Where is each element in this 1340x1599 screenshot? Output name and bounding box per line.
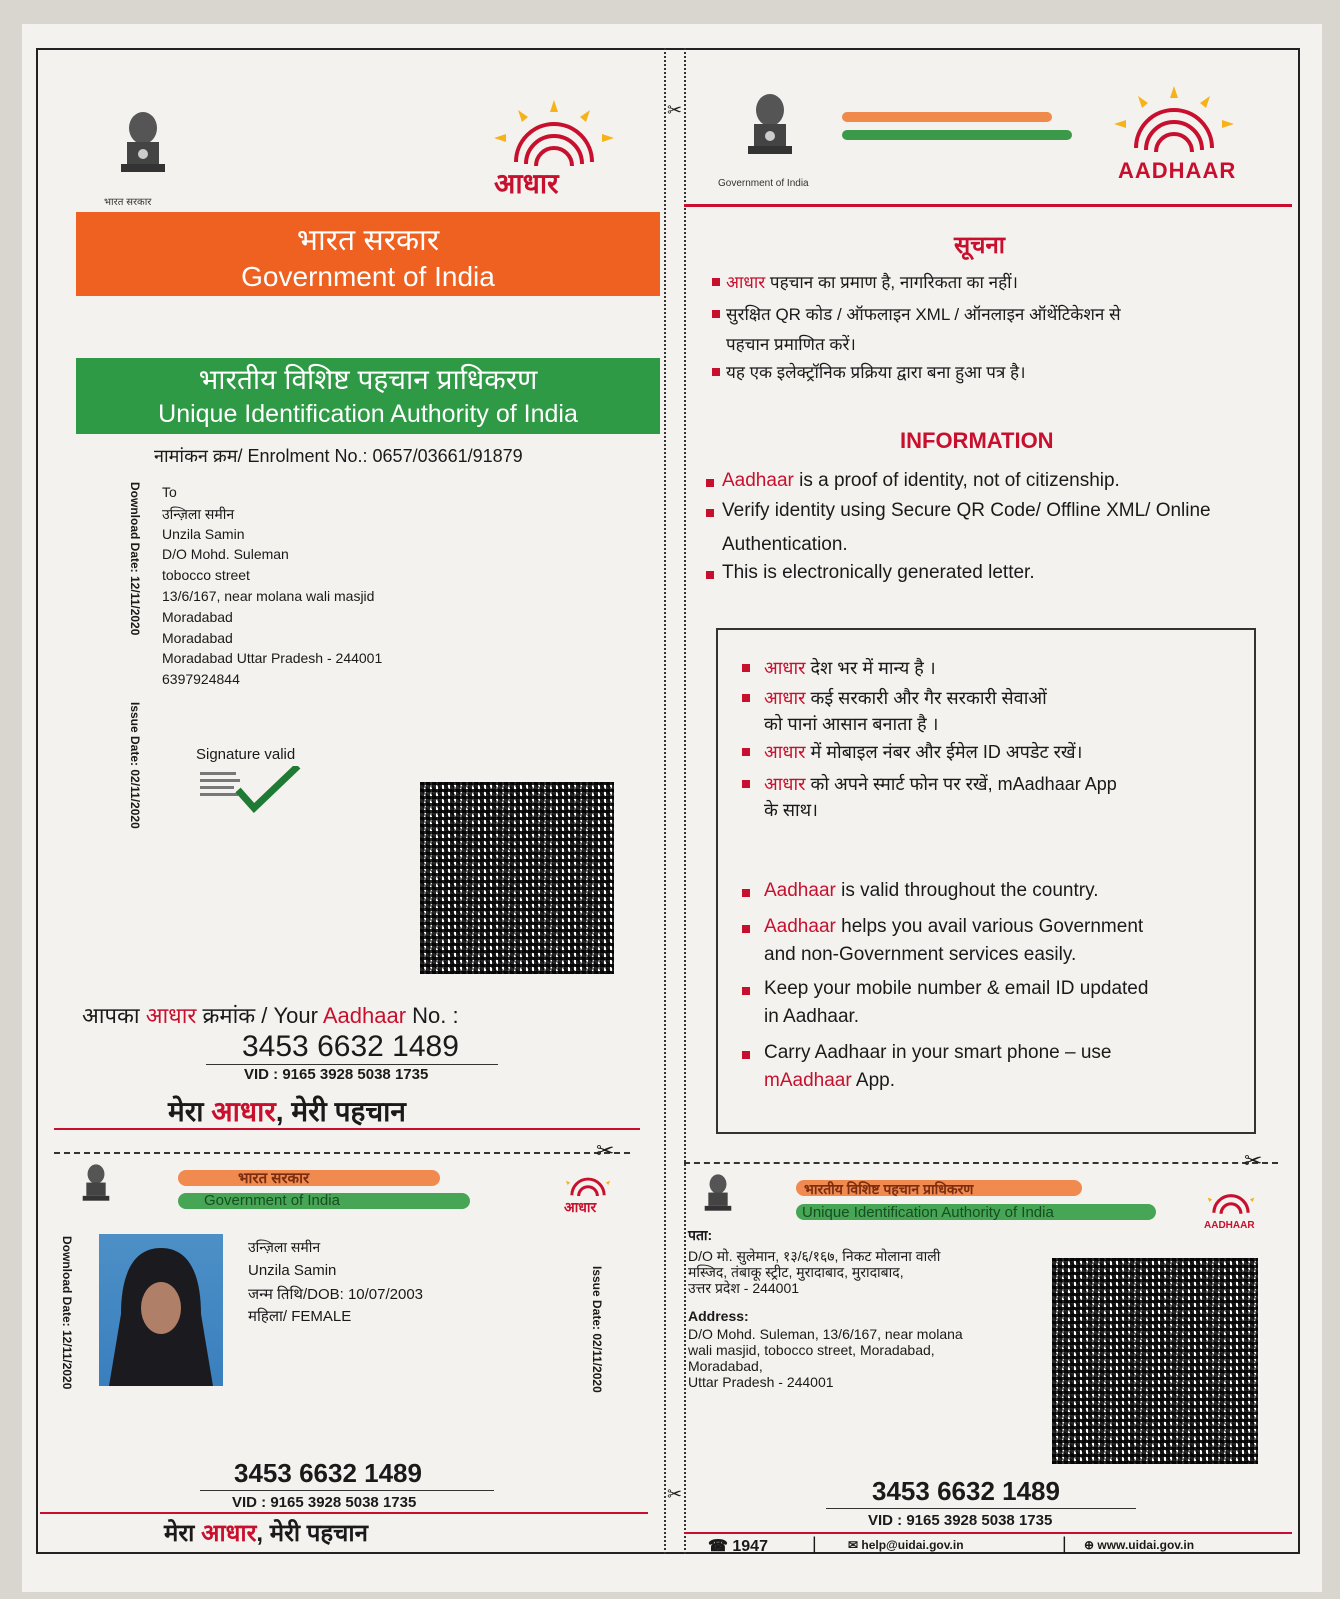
emblem-icon [78,1162,114,1214]
highlight-text: आधार [764,774,806,794]
tricolor-stripe [842,130,1072,140]
emblem-icon [700,1172,736,1224]
point-text: आधार देश भर में मान्य है । [764,658,936,678]
card-name-english: Unzila Samin [248,1262,337,1279]
tagline [168,1092,406,1130]
point-text: पहचान प्रमाणित करें। [726,335,856,354]
address-line: D/O Mohd. Suleman, 13/6/167, near molana [688,1326,963,1342]
card-aadhaar-number: 3453 6632 1489 [234,1458,422,1488]
enrolment-number: नामांकन क्रम/ Enrolment No.: 0657/03661/91879 [154,446,523,466]
footer-phone [708,1536,768,1556]
government-title-hindi: भारत सरकार [296,224,440,257]
tagline-part: , मेरी पहचान [256,1520,368,1547]
tagline-part: मेरा [164,1520,202,1547]
point-text: आधार पहचान का प्रमाण है, नागरिकता का नहीं। [726,273,1018,292]
scissors-icon: ✂ [667,100,683,120]
bullet-icon [742,889,750,897]
point-text: and non-Government services easily. [764,944,1077,965]
address-line-hindi: उत्तर प्रदेश - 244001 [688,1280,800,1296]
card-government-english: Government of India [204,1192,340,1209]
address-line: Unzila Samin [162,525,245,542]
highlight-text: Aadhaar [764,916,836,937]
point-text: सुरक्षित QR कोड / ऑफलाइन XML / ऑनलाइन ऑथेंटिकेशन से [726,305,1121,324]
point-text: Aadhaar is a proof of identity, not of citizenship. [722,470,1120,491]
aadhaar-logo-text: AADHAAR [1118,158,1237,183]
person-icon [99,1234,223,1386]
point-text: आधार कई सरकारी और गैर सरकारी सेवाओं [764,688,1047,708]
card-back-aadhaar-number: 3453 6632 1489 [872,1476,1060,1506]
card-address-label-hindi: पता: [688,1227,713,1243]
footer-email [848,1538,964,1552]
mail-icon: ✉ [848,1538,862,1552]
point-text: यह एक इलेक्ट्रॉनिक प्रक्रिया द्वारा बना हुआ पत्र है। [726,363,1026,382]
card-uidai-hindi: भारतीय विशिष्ट पहचान प्राधिकरण [804,1181,974,1197]
point-text: mAadhaar App. [764,1070,895,1091]
card-back-vid-number: VID : 9165 3928 5038 1735 [868,1512,1053,1529]
bullet-icon [742,694,750,702]
uidai-band [76,358,660,434]
address-line: Moradabad [162,629,233,646]
email-address: help@uidai.gov.in [861,1538,964,1552]
highlight-text: आधार [726,273,766,292]
bullet-icon [742,664,750,672]
emblem-icon [115,108,171,194]
footer-website [1084,1538,1194,1552]
footer-separator: | [812,1534,817,1554]
tagline-part: मेरा [168,1096,212,1127]
bullet-icon [712,368,720,376]
label-part: Aadhaar [322,1003,407,1028]
aadhaar-logo-icon [556,1168,620,1202]
fold-line [664,48,686,1554]
highlight-text: आधार [764,688,806,708]
phone-number: 1947 [732,1538,768,1555]
card-issue-date: Issue Date: 02/11/2020 [590,1266,604,1393]
label-part: आधार [145,1003,197,1028]
tagline-part: , मेरी पहचान [275,1096,406,1127]
globe-icon: ⊕ [1084,1538,1098,1552]
aadhaar-logo-icon [1196,1184,1266,1220]
footer-separator: | [1062,1534,1067,1554]
address-line-hindi: D/O मो. सुलेमान, १३/६/१६७, निकट मोलाना वाली [688,1248,941,1264]
card-vid-number: VID : 9165 3928 5038 1735 [232,1494,417,1511]
information-title: INFORMATION [900,428,1054,453]
notice-title-hindi: सूचना [954,232,1005,259]
scissors-icon: ✂ [1244,1148,1263,1173]
bullet-icon [706,571,714,579]
qr-code [420,782,614,974]
card-qr-code [1052,1258,1258,1464]
address-line: Uttar Pradesh - 244001 [688,1374,834,1390]
bullet-icon [742,748,750,756]
phone-icon: ☎ [708,1538,733,1555]
scissors-icon: ✂ [596,1138,615,1163]
cut-line [54,1152,630,1154]
divider [826,1508,1136,1509]
point-text: in Aadhaar. [764,1006,860,1027]
scissors-icon: ✂ [667,1484,683,1504]
divider [684,1532,1292,1534]
address-line: D/O Mohd. Suleman [162,546,289,563]
card-address-label: Address: [688,1308,749,1324]
point-text: आधार में मोबाइल नंबर और ईमेल ID अपडेट रखें। [764,742,1083,762]
uidai-title-hindi: भारतीय विशिष्ट पहचान प्राधिकरण [198,364,538,395]
emblem-icon [742,90,798,176]
highlight-text: Aadhaar [764,880,836,901]
tagline-part: आधार [211,1096,276,1127]
aadhaar-number-label [82,1000,459,1030]
address-line: To [162,484,177,500]
divider [206,1064,498,1065]
government-title-english: Government of India [241,261,495,292]
point-text: Carry Aadhaar in your smart phone – use [764,1042,1112,1063]
aadhaar-number: 3453 6632 1489 [242,1030,459,1063]
highlight-text: Aadhaar [722,470,794,491]
label-part: आपका [82,1003,146,1028]
aadhaar-logo-text: आधार [564,1199,597,1215]
point-text: Verify identity using Secure QR Code/ Offline XML/ Online [722,500,1211,521]
divider [684,204,1292,207]
highlight-text: mAadhaar [764,1070,852,1091]
card-name-hindi: उन्ज़िला समीन [248,1239,321,1255]
download-date: Download Date: 12/11/2020 [128,482,142,636]
address-line: Moradabad [162,608,233,625]
bullet-icon [742,987,750,995]
website-url: www.uidai.gov.in [1097,1538,1195,1552]
issue-date: Issue Date: 02/11/2020 [128,702,142,829]
tricolor-stripe [842,112,1052,122]
bullet-icon [712,278,720,286]
vid-number: VID : 9165 3928 5038 1735 [244,1066,429,1083]
point-text: को पानां आसान बनाता है । [764,714,939,734]
signature-status: Signature valid [196,746,296,763]
aadhaar-logo-text: AADHAAR [1204,1220,1255,1231]
highlight-text: आधार [764,742,806,762]
card-download-date: Download Date: 12/11/2020 [60,1236,74,1390]
emblem-caption: भारत सरकार [104,197,152,208]
label-part: No. : [406,1003,459,1028]
point-text: आधार को अपने स्मार्ट फोन पर रखें, mAadhaar App [764,774,1117,794]
card-tagline [164,1516,368,1549]
bullet-icon [742,925,750,933]
address-line: 13/6/167, near molana wali masjid [162,588,375,604]
bullet-icon [706,509,714,517]
government-band [76,212,660,296]
point-text: This is electronically generated letter. [722,562,1035,583]
bullet-icon [706,479,714,487]
cut-line [684,1162,1278,1164]
address-line: 6397924844 [162,671,240,688]
card-gender: महिला/ FEMALE [248,1308,352,1325]
point-text: Aadhaar is valid throughout the country. [764,880,1099,901]
highlight-text: आधार [764,658,806,678]
holder-photo [99,1234,223,1386]
bullet-icon [742,1051,750,1059]
point-text: Keep your mobile number & email ID updated [764,978,1149,999]
bullet-icon [742,780,750,788]
point-text: Aadhaar helps you avail various Government [764,916,1144,937]
address-line: Moradabad Uttar Pradesh - 244001 [162,650,383,667]
divider [200,1490,494,1491]
signature-check-icon [198,766,302,816]
divider [54,1128,640,1130]
address-line-hindi: मस्जिद, तंबाकू स्ट्रीट, मुरादाबाद, मुरादाबाद, [688,1264,904,1280]
bullet-icon [712,310,720,318]
address-line: tobocco street [162,567,250,584]
label-part: क्रमांक / Your [196,1003,323,1028]
emblem-caption: Government of India [718,178,809,189]
address-line: Moradabad, [688,1358,763,1374]
address-line: wali masjid, tobocco street, Moradabad, [688,1342,935,1358]
address-line: उन्ज़िला समीन [162,505,235,522]
point-text: के साथ। [764,800,818,820]
aadhaar-logo-text: आधार [494,168,559,199]
card-uidai-english: Unique Identification Authority of India [802,1204,1054,1221]
card-dob: जन्म तिथि/DOB: 10/07/2003 [248,1286,424,1303]
tagline-part: आधार [201,1520,257,1547]
point-text: Authentication. [722,534,848,555]
divider [40,1512,648,1514]
card-government-hindi: भारत सरकार [238,1170,310,1187]
uidai-title-english: Unique Identification Authority of India [158,400,578,428]
